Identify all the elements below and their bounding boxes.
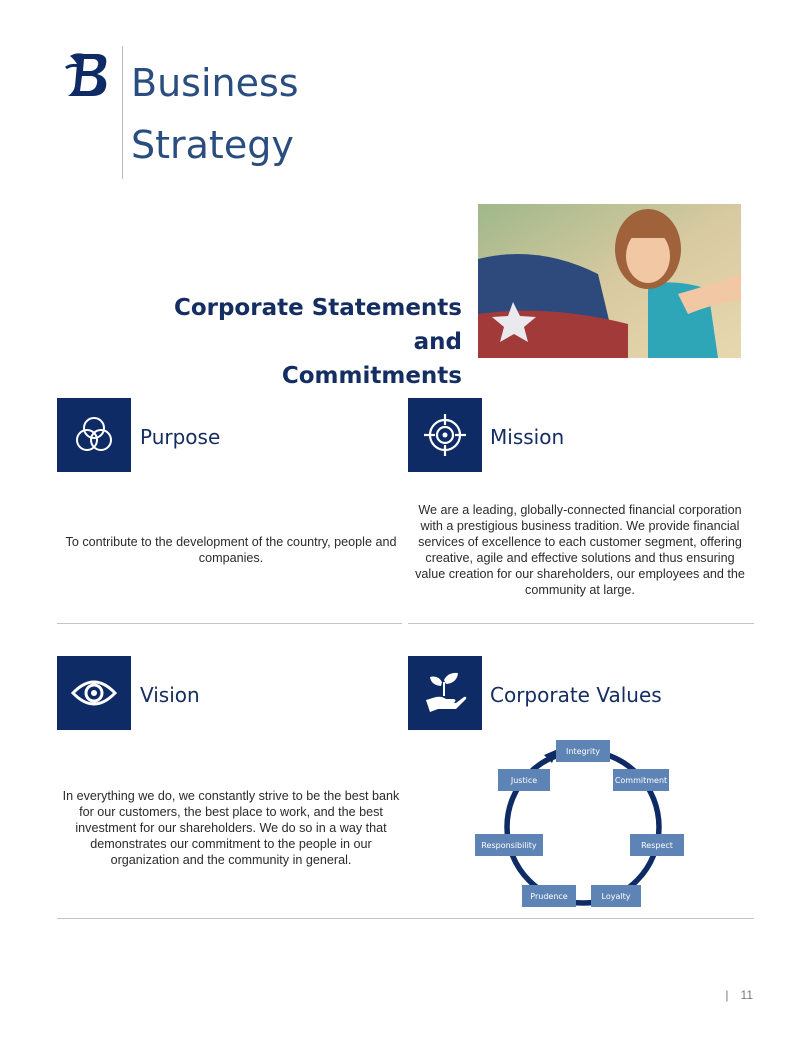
title-line-1: Business: [131, 61, 299, 105]
title-divider: [122, 46, 123, 179]
value-node-responsibility: Responsibility: [475, 834, 543, 856]
purpose-text: To contribute to the development of the country, people and companies.: [65, 535, 397, 565]
subtitle-line-1: Corporate Statements and: [173, 295, 462, 355]
mission-label: Mission: [490, 425, 565, 449]
brand-logo: [64, 50, 110, 100]
values-cycle-diagram: [470, 735, 700, 915]
title-line-2: Strategy: [131, 123, 294, 167]
bottom-divider: [57, 918, 754, 919]
page-number: [725, 988, 753, 1002]
hero-photo: [478, 204, 741, 358]
plant-in-hand-icon: [420, 670, 470, 716]
vision-label: Vision: [140, 683, 200, 707]
eye-icon: [69, 673, 119, 713]
page-number-separator: |: [725, 988, 729, 1002]
page-title: [131, 52, 299, 176]
target-icon: [421, 411, 469, 459]
purpose-divider: [57, 623, 402, 624]
value-node-loyalty: Loyalty: [591, 885, 641, 907]
vision-text: In everything we do, we constantly strive to be the best bank for our customers, the best place to work, and the best investment for our shareholders. We do so in a way that demonstrates our commitment to the people in our organization and the community in general.: [62, 789, 400, 867]
value-node-respect: Respect: [630, 834, 684, 856]
mission-icon-box: [408, 398, 482, 472]
section-heading: [122, 291, 462, 393]
value-node-justice: Justice: [498, 769, 550, 791]
value-node-integrity: Integrity: [556, 740, 610, 762]
subtitle-line-2: Commitments: [281, 363, 462, 389]
values-label: Corporate Values: [490, 683, 662, 707]
cycle-ring: [470, 735, 700, 915]
purpose-label: Purpose: [140, 425, 221, 449]
value-node-commitment: Commitment: [613, 769, 669, 791]
purpose-icon-box: [57, 398, 131, 472]
values-icon-box: [408, 656, 482, 730]
page-number-value: 11: [740, 988, 753, 1002]
mission-divider: [408, 623, 754, 624]
mission-text: We are a leading, globally-connected financial corporation with a prestigious business tradition. We provide financial services of excellence to each customer segment, offering creative, agile and effective solutions and thus ensuring value creation for our shareholders, our employees and the community at large.: [415, 503, 745, 597]
venn-icon: [71, 412, 117, 458]
vision-icon-box: [57, 656, 131, 730]
value-node-prudence: Prudence: [522, 885, 576, 907]
